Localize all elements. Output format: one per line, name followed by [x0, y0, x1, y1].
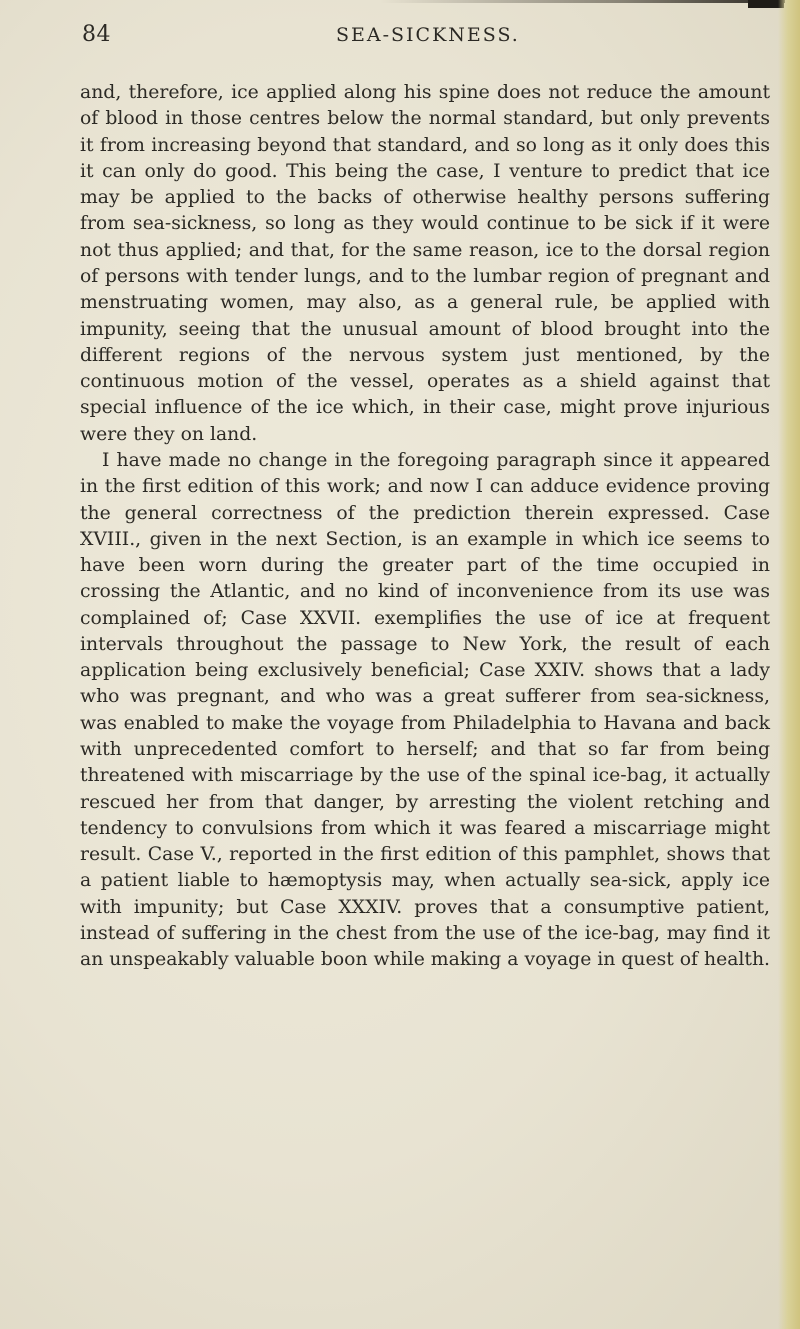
body-text [80, 80, 770, 974]
paragraph-1: and, therefore, ice applied along his spine does not reduce the amount of blood in those centres below the normal standard, but only prevents it from increasing beyond that standard, and so long as it only does this it can only do good. This being the case, I venture to predict that ice may be applied to the backs of otherwise healthy persons suffering from sea-sickness, so long as they would continue to be sick if it were not thus applied; and that, for the same reason, ice to the dorsal region of persons with tender lungs, and to the lumbar region of pregnant and menstruating women, may also, as a general rule, be applied with impunity, seeing that the unusual amount of blood brought into the different regions of the nervous system just mentioned, by the continuous motion of the vessel, operates as a shield against that special influence of the ice which, in their case, might prove injurious were they on land. [80, 82, 770, 445]
running-head: SEA-SICKNESS. [336, 24, 520, 46]
paragraph-2: I have made no change in the foregoing paragraph since it appeared in the first edition of this work; and now I can adduce evidence proving the general correctness of the prediction therein expressed. Case XVIII., given in the next Section, is an example in which ice seems to have been worn during the greater part of the time occupied in crossing the Atlantic, and no kind of inconvenience from its use was complained of; Case XXVII. exemplifies the use of ice at frequent intervals throughout the passage to New York, the result of each application being exclusively beneficial; Case XXIV. shows that a lady who was pregnant, and who was a great sufferer from sea-sickness, was enabled to make the voyage from Philadelphia to Havana and back with unprecedented comfort to herself; and that so far from being threatened with miscarriage by the use of the spinal ice-bag, it actually rescued her from that danger, by arresting the violent retching and tendency to convulsions from which it was feared a miscarriage might result. Case V., reported in the first edition of this pamphlet, shows that a patient liable to hæmoptysis may, when actually sea-sick, apply ice with impunity; but Case XXXIV. proves that a consumptive patient, instead of suffering in the chest from the use of the ice-bag, may find it an unspeakably valuable boon while making a voyage in quest of health. [80, 449, 771, 971]
top-edge-shadow [380, 0, 785, 3]
page-edge-discoloration [778, 0, 800, 1329]
page-header [82, 22, 762, 54]
page-number: 84 [82, 22, 111, 47]
